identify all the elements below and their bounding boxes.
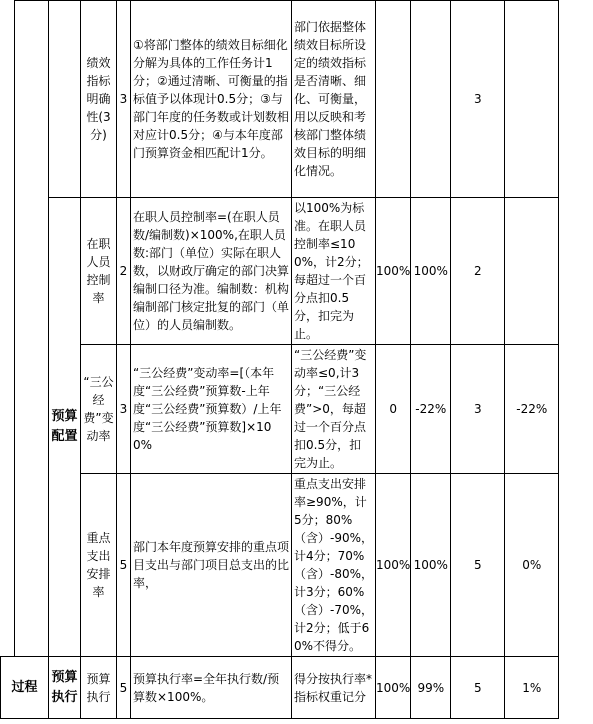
deviation-cell: -22% [505,345,559,474]
indicator-cell: 重点支出安排率 [81,474,117,657]
score-cell: 5 [117,474,131,657]
deviation-cell: 1% [505,657,559,719]
actual-cell: 100% [411,198,451,345]
actual-cell: 100% [411,474,451,657]
standard-cell: 得分按执行率*指标权重记分 [292,657,376,719]
indicator-cell: “三公经费”变动率 [81,345,117,474]
score-cell: 3 [117,345,131,474]
deviation-cell [505,1,559,198]
points-cell: 3 [451,1,505,198]
target-cell: 0 [376,345,411,474]
target-cell: 100% [376,474,411,657]
deviation-cell: 0% [505,474,559,657]
points-cell: 2 [451,198,505,345]
table-row [1,657,559,719]
target-cell [376,1,411,198]
standard-cell: “三公经费”变动率≤0,计3分；“三公经费”>0，每超过一个百分点扣0.5分，扣完为止。 [292,345,376,474]
table-row [1,198,559,345]
score-cell: 3 [117,1,131,198]
deviation-cell [505,198,559,345]
actual-cell: -22% [411,345,451,474]
standard-cell: 重点支出安排率≥90%，计5分；80%（含）-90%，计4分；70%（含）-80%，计3分；60%（含）-70%，计2分；低于60%不得分。 [292,474,376,657]
table-row [1,1,559,198]
group-label-budget-exec: 预算执行 [49,657,81,719]
target-cell: 100% [376,657,411,719]
indicator-cell: 预算执行 [81,657,117,719]
target-cell: 100% [376,198,411,345]
empty-cell [49,1,81,198]
actual-cell [411,1,451,198]
group-label-budget-config: 预算配置 [49,198,81,657]
indicator-cell: 在职人员控制率 [81,198,117,345]
table-row [1,345,559,474]
standard-cell: 以100%为标准。在职人员控制率≤100%，计2分；每超过一个百分点扣0.5分，扣完为止。 [292,198,376,345]
explanation-cell: “三公经费”变动率=[（本年度“三公经费”预算数-上年度“三公经费”预算数）/上年度“三公经费”预算数]×100% [131,345,292,474]
explanation-cell: 在职人员控制率=(在职人员数/编制数)×100%,在职人员数:部门（单位）实际在职人数，以财政厅确定的部门决算编制口径为准。编制数：机构编制部门核定批复的部门（单位）的人员编制数。 [131,198,292,345]
points-cell: 3 [451,345,505,474]
actual-cell: 99% [411,657,451,719]
group-label-process: 过程 [1,657,49,719]
explanation-cell: ①将部门整体的绩效目标细化分解为具体的工作任务计1分；②通过清晰、可衡量的指标值予以体现计0.5分；③与部门年度的任务数或计划数相对应计0.5分；④与本年度部门预算资金相匹配计1分。 [131,1,292,198]
points-cell: 5 [451,657,505,719]
standard-cell: 部门依据整体绩效目标所设定的绩效指标是否清晰、细化、可衡量，用以反映和考核部门整体绩效目标的明细化情况。 [292,1,376,198]
score-cell: 2 [117,198,131,345]
score-cell: 5 [117,657,131,719]
indicator-cell: 绩效指标明确性(3分) [81,1,117,198]
left-blank-cell [15,1,49,657]
explanation-cell: 部门本年度预算安排的重点项目支出与部门项目总支出的比率， [131,474,292,657]
points-cell: 5 [451,474,505,657]
table-row [1,474,559,657]
explanation-cell: 预算执行率=全年执行数/预算数×100%。 [131,657,292,719]
